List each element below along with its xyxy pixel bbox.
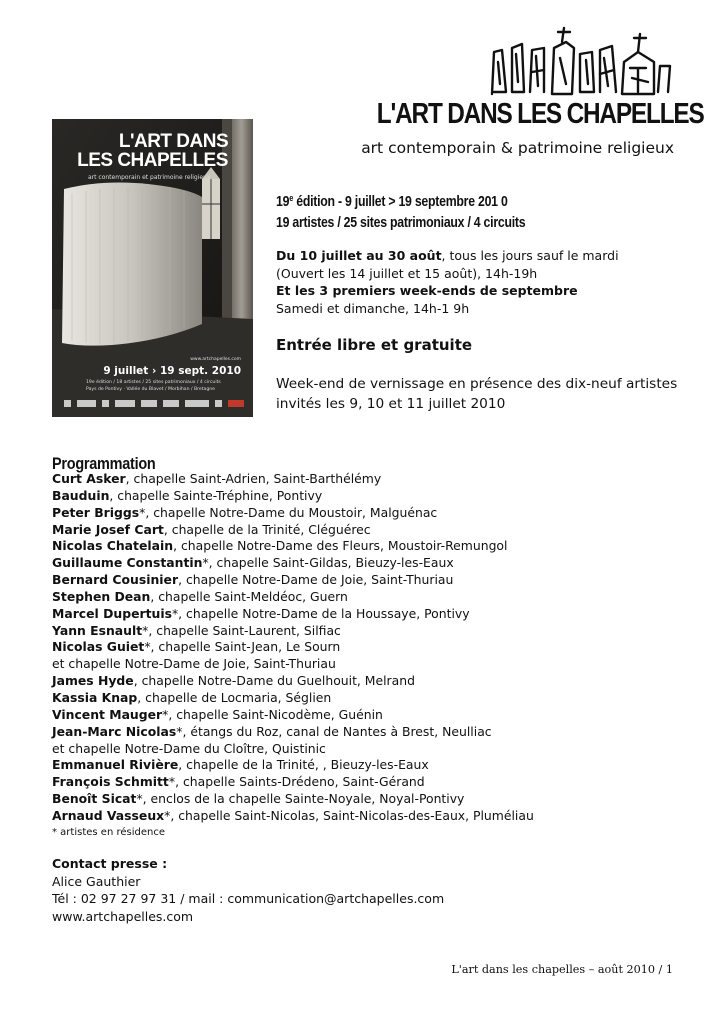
poster-info-line2: Pays de Pontivy · Vallée du Blavet / Morbihan / Bretagne [86, 387, 215, 392]
list-item [52, 774, 534, 791]
list-item [52, 791, 534, 808]
list-item [52, 741, 534, 758]
residence-mark: * [168, 774, 176, 790]
artist-name: Yann Esnault [52, 622, 143, 638]
free-entry-notice: Entrée libre et gratuite [276, 336, 473, 354]
artist-name: Marcel Dupertuis [52, 605, 172, 621]
poster-title-line2: LES CHAPELLES [77, 150, 228, 171]
list-item [52, 572, 534, 589]
poster-title [52, 132, 253, 170]
artist-name: Nicolas Chatelain [52, 538, 174, 554]
residence-mark: * [162, 706, 169, 722]
artist-venue: , chapelle Saint-Jean, Le Sourn [150, 639, 341, 655]
artist-venue: , enclos de la chapelle Sainte-Noyale, Noyal-Pontivy [142, 791, 465, 807]
list-item [52, 757, 534, 774]
edition-line2: 19 artistes / 25 sites patrimoniaux / 4 circuits [276, 214, 526, 231]
artist-venue: , chapelle de la Trinité, , Bieuzy-les-Eaux [178, 757, 429, 773]
artist-name: Vincent Mauger [52, 706, 163, 722]
list-item [52, 623, 534, 640]
artist-venue: , chapelle Saint-Laurent, Silfiac [148, 622, 341, 638]
page-footer: L'art dans les chapelles – août 2010 / 1 [451, 963, 673, 976]
list-item [52, 606, 534, 623]
residence-mark: * [139, 504, 146, 520]
programmation-heading: Programmation [52, 454, 156, 473]
opening-hours [276, 247, 619, 317]
list-item [52, 707, 534, 724]
artist-venue: , chapelle Saint-Gildas, Bieuzy-les-Eaux [208, 555, 454, 571]
list-item [52, 690, 534, 707]
artist-venue: , chapelle Saints-Drédeno, Saint-Gérand [175, 774, 425, 790]
artist-name: James Hyde [52, 673, 134, 689]
period2-detail: Samedi et dimanche, 14h-1 9h [276, 300, 470, 316]
artist-name: Emmanuel Rivière [52, 757, 179, 773]
artist-venue: , étangs du Roz, canal de Nantes à Brest, Neulliac [182, 723, 492, 739]
artist-venue: , chapelle Saint-Nicodème, Guénin [168, 706, 383, 722]
vernissage-info [276, 374, 677, 414]
artist-name: François Schmitt [52, 774, 169, 790]
artist-venue: et chapelle Notre-Dame du Cloître, Quistinic [52, 740, 326, 756]
contact-phone-mail: Tél : 02 97 27 97 31 / mail : communication@artchapelles.com [52, 891, 445, 907]
list-item [52, 522, 534, 539]
list-item [52, 555, 534, 572]
period1-dates: Du 10 juillet au 30 août [276, 248, 442, 263]
artist-name: Kassia Knap [52, 689, 138, 705]
artist-name: Marie Josef Cart [52, 521, 164, 537]
list-item [52, 724, 534, 741]
poster-sponsor-logos [64, 400, 244, 409]
artist-name: Bauduin [52, 487, 110, 503]
poster-subtitle: art contemporain et patrimoine religieux [88, 174, 211, 181]
artist-name: Peter Briggs [52, 504, 140, 520]
residence-mark: * [144, 639, 151, 655]
period1-detail: (Ouvert les 14 juillet et 15 août), 14h-19h [276, 265, 538, 281]
artist-name: Jean-Marc Nicolas [52, 723, 177, 739]
edition-dates: édition - 9 juillet > 19 septembre 201 0 [293, 193, 508, 210]
edition-ordinal-suffix: e [289, 193, 294, 203]
artist-venue: , chapelle Saint-Nicolas, Saint-Nicolas-des-Eaux, Pluméliau [170, 807, 534, 823]
artist-venue: , chapelle de Locmaria, Séglien [137, 689, 332, 705]
list-item [52, 808, 534, 825]
poster-info-line1: 19e édition / 18 artistes / 25 sites patrimoniaux / 4 circuits [86, 380, 221, 385]
contact-heading: Contact presse : [52, 856, 168, 871]
artist-name: Benoît Sicat [52, 791, 137, 807]
page-title: L'ART DANS LES CHAPELLES [376, 98, 704, 130]
residence-mark: * [164, 807, 171, 823]
period2-dates: Et les 3 premiers week-ends de septembre [276, 283, 578, 298]
exhibition-poster [52, 119, 253, 417]
residence-mark: * [202, 555, 209, 571]
contact-website: www.artchapelles.com [52, 908, 194, 924]
artist-venue: , chapelle Notre-Dame du Moustoir, Malguénac [145, 504, 438, 520]
artist-venue: , chapelle Sainte-Tréphine, Pontivy [109, 487, 323, 503]
artist-venue: , chapelle Saint-Adrien, Saint-Barthélémy [125, 471, 382, 486]
edition-info [276, 188, 525, 233]
artist-name: Arnaud Vasseux [52, 807, 165, 823]
edition-number: 19 [276, 193, 290, 210]
poster-website: www.artchapelles.com [190, 357, 241, 362]
list-item [52, 639, 534, 656]
artist-name: Curt Asker [52, 471, 126, 486]
artist-name: Guillaume Constantin [52, 555, 203, 571]
artist-venue: , chapelle de la Trinité, Cléguérec [163, 521, 371, 537]
programmation-list [52, 471, 534, 840]
list-item [52, 538, 534, 555]
list-item [52, 505, 534, 522]
artist-venue: , chapelle Saint-Meldéoc, Guern [150, 588, 348, 604]
residence-mark: * [171, 605, 179, 621]
residence-mark: * [136, 791, 143, 807]
list-item [52, 471, 534, 488]
period1-days: , tous les jours sauf le mardi [441, 248, 619, 263]
artist-name: Stephen Dean [52, 588, 151, 604]
artist-venue: , chapelle Notre-Dame de la Houssaye, Pontivy [178, 605, 470, 621]
residence-mark: * [176, 723, 183, 739]
list-item [52, 589, 534, 606]
artist-name: Bernard Cousinier [52, 572, 179, 588]
list-item [52, 673, 534, 690]
residence-mark: * [142, 622, 149, 638]
vernissage-line2: invités les 9, 10 et 11 juillet 2010 [276, 396, 506, 412]
artist-name: Nicolas Guiet [52, 639, 145, 655]
residence-footnote: * artistes en résidence [52, 826, 165, 838]
list-item [52, 656, 534, 673]
artist-venue: , chapelle Notre-Dame du Guelhouit, Melrand [133, 673, 415, 689]
poster-title-line1: L'ART DANS [118, 131, 229, 152]
contact-name: Alice Gauthier [52, 873, 141, 889]
artist-venue: et chapelle Notre-Dame de Joie, Saint-Thuriau [52, 656, 336, 672]
artist-venue: , chapelle Notre-Dame des Fleurs, Moustoir-Remungol [173, 538, 508, 554]
poster-dates: 9 juillet › 19 sept. 2010 [103, 365, 241, 377]
page-subtitle: art contemporain & patrimoine religieux [361, 139, 674, 157]
press-contact [52, 855, 444, 925]
chapelles-logo [488, 22, 674, 100]
edition-line1 [276, 188, 525, 212]
list-item [52, 488, 534, 505]
vernissage-line1: Week-end de vernissage en présence des dix-neuf artistes [276, 376, 678, 392]
artist-venue: , chapelle Notre-Dame de Joie, Saint-Thuriau [178, 572, 454, 588]
